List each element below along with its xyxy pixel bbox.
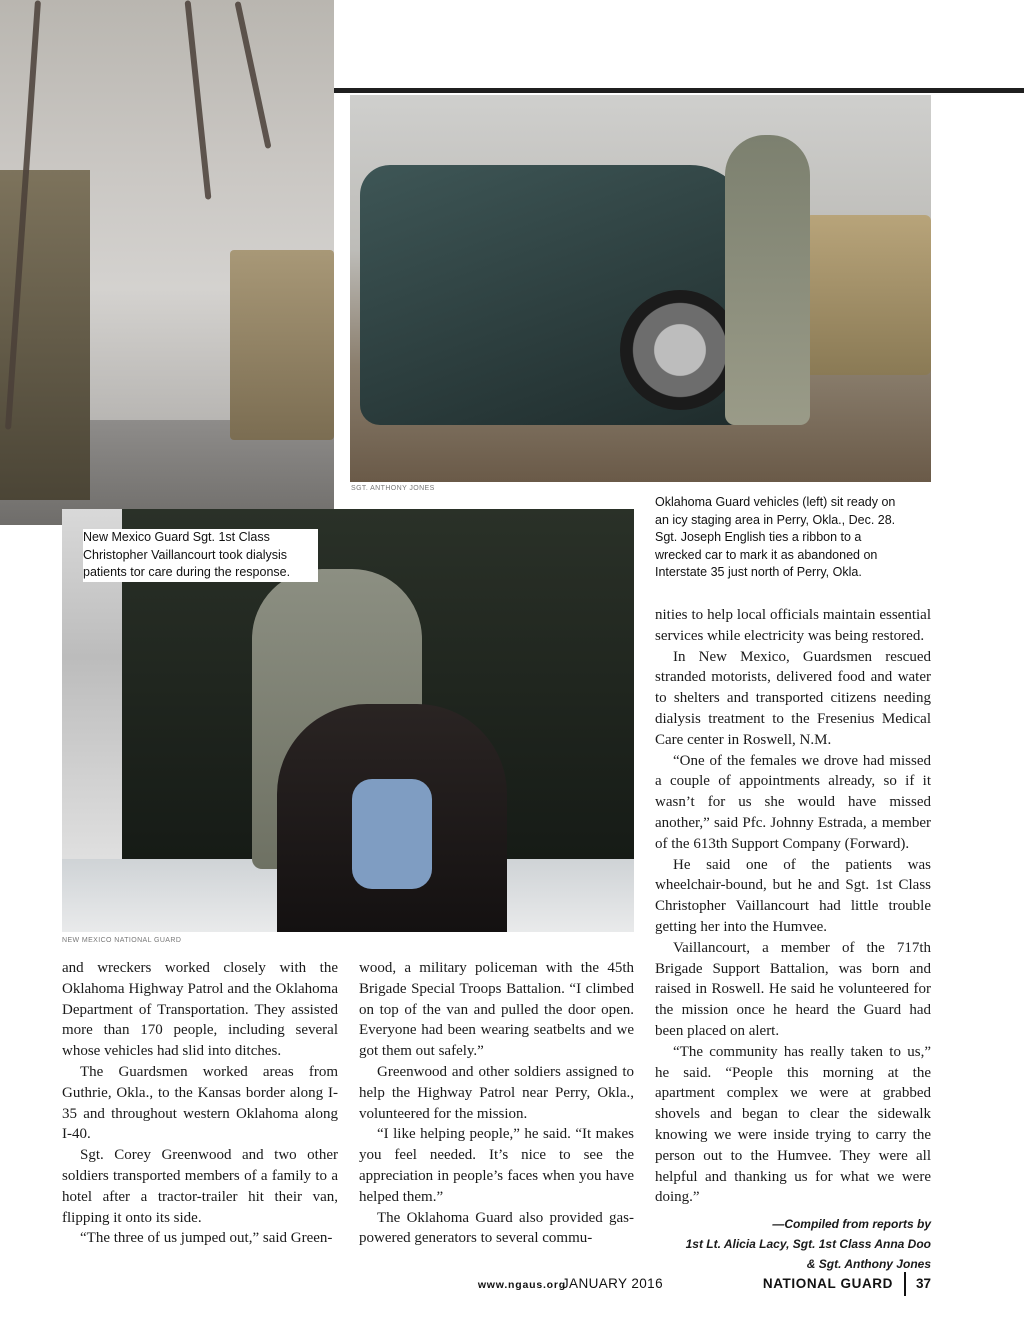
footer-date: JANUARY 2016 <box>561 1276 663 1291</box>
paragraph: Sgt. Corey Greenwood and two other soldiers transported members of a family to a hotel after a tractor-trailer hit their van, flipping it onto its side. <box>62 1147 338 1226</box>
photo-wrecked-car <box>350 95 931 482</box>
caption-wrecked-car: Oklahoma Guard vehicles (left) sit ready on an icy staging area in Perry, Okla., Dec. 28. Sgt. Joseph English ties a ribbon to a wrecked car to mark it as abandoned on Interstate 35 just north of Perry, Okla. <box>655 495 896 579</box>
page-number: 37 <box>915 1276 931 1291</box>
photo-credit-humvee: NEW MEXICO NATIONAL GUARD <box>62 937 182 944</box>
paragraph: wood, a military policeman with the 45th Brigade Special Troops Battalion. “I climbed on top of the van and pulled the door open. Everyone had been wearing seatbelts and we got them out safely.” <box>359 960 634 1060</box>
byline: —Compiled from reports by <box>772 1217 931 1232</box>
photo-credit-car: SGT. ANTHONY JONES <box>351 485 435 492</box>
photo-truck-right <box>230 250 334 440</box>
photo-icy-branch <box>234 1 271 149</box>
photo-soldier <box>725 135 810 425</box>
photo-icy-branch <box>185 0 212 200</box>
byline: 1st Lt. Alicia Lacy, Sgt. 1st Class Anna Doo <box>685 1237 931 1252</box>
paragraph: “The community has really taken to us,” he said. “People this morning at the apartment complex we were at grabbed shovels and began to clear the sidewalk knowing we were inside trying to carry the person out to the Humvee. They were all helpful and thanking us for what we were doing.” <box>655 1043 931 1206</box>
footer-url[interactable]: www.ngaus.org <box>477 1279 566 1291</box>
footer-divider <box>904 1272 906 1296</box>
caption-humvee: New Mexico Guard Sgt. 1st Class Christopher Vaillancourt took dialysis patients tor care during the response. <box>83 529 318 582</box>
paragraph: “One of the females we drove had missed a couple of appointments already, so if it wasn’t for us she would have missed another,” said Pfc. Johnny Estrada, a member of the 613th Support Company (Forward). <box>655 752 931 852</box>
paragraph: “I like helping people,” he said. “It makes you feel needed. It’s nice to see the appreciation in people’s faces when you have helped them.” <box>359 1126 634 1205</box>
paragraph: Vaillancourt, a member of the 717th Brigade Support Battalion, was born and raised in Roswell. He said he volunteered for the mission once he heard the Guard had been placed on alert. <box>655 939 931 1039</box>
footer-magazine-title: NATIONAL GUARD <box>762 1276 893 1291</box>
article-column-3 <box>655 605 931 1274</box>
photo-car-wheel <box>620 290 740 410</box>
paragraph: nities to help local officials maintain essential services while electricity was being restored. <box>655 607 931 644</box>
photo-military-truck <box>805 215 931 375</box>
paragraph: Greenwood and other soldiers assigned to help the Highway Patrol near Perry, Okla., volunteered for the mission. <box>359 1063 634 1122</box>
photo-icy-staging-area <box>0 0 334 525</box>
page-footer <box>0 1272 931 1298</box>
article-column-2 <box>359 958 634 1249</box>
byline: & Sgt. Anthony Jones <box>806 1257 931 1272</box>
paragraph: and wreckers worked closely with the Oklahoma Highway Patrol and the Oklahoma Department of Transportation. They assisted more than 170 people, including several whose vehicles had slid into ditches. <box>62 960 338 1060</box>
paragraph: The Guardsmen worked areas from Guthrie, Okla., to the Kansas border along I-35 and throughout western Oklahoma along I-40. <box>62 1063 338 1143</box>
paragraph: In New Mexico, Guardsmen rescued stranded motorists, delivered food and water to shelters and transported citizens needing dialysis treatment to the Fresenius Medical Care center in Roswell, N.M. <box>655 648 931 748</box>
article-column-1 <box>62 958 338 1249</box>
paragraph: “The three of us jumped out,” said Green- <box>80 1230 333 1247</box>
paragraph: He said one of the patients was wheelchair-bound, but he and Sgt. 1st Class Christopher Vaillancourt had little trouble getting her into the Humvee. <box>655 856 931 935</box>
photo-patient-shirt <box>352 779 432 889</box>
paragraph: The Oklahoma Guard also provided gas-powered generators to several commu- <box>359 1209 634 1247</box>
